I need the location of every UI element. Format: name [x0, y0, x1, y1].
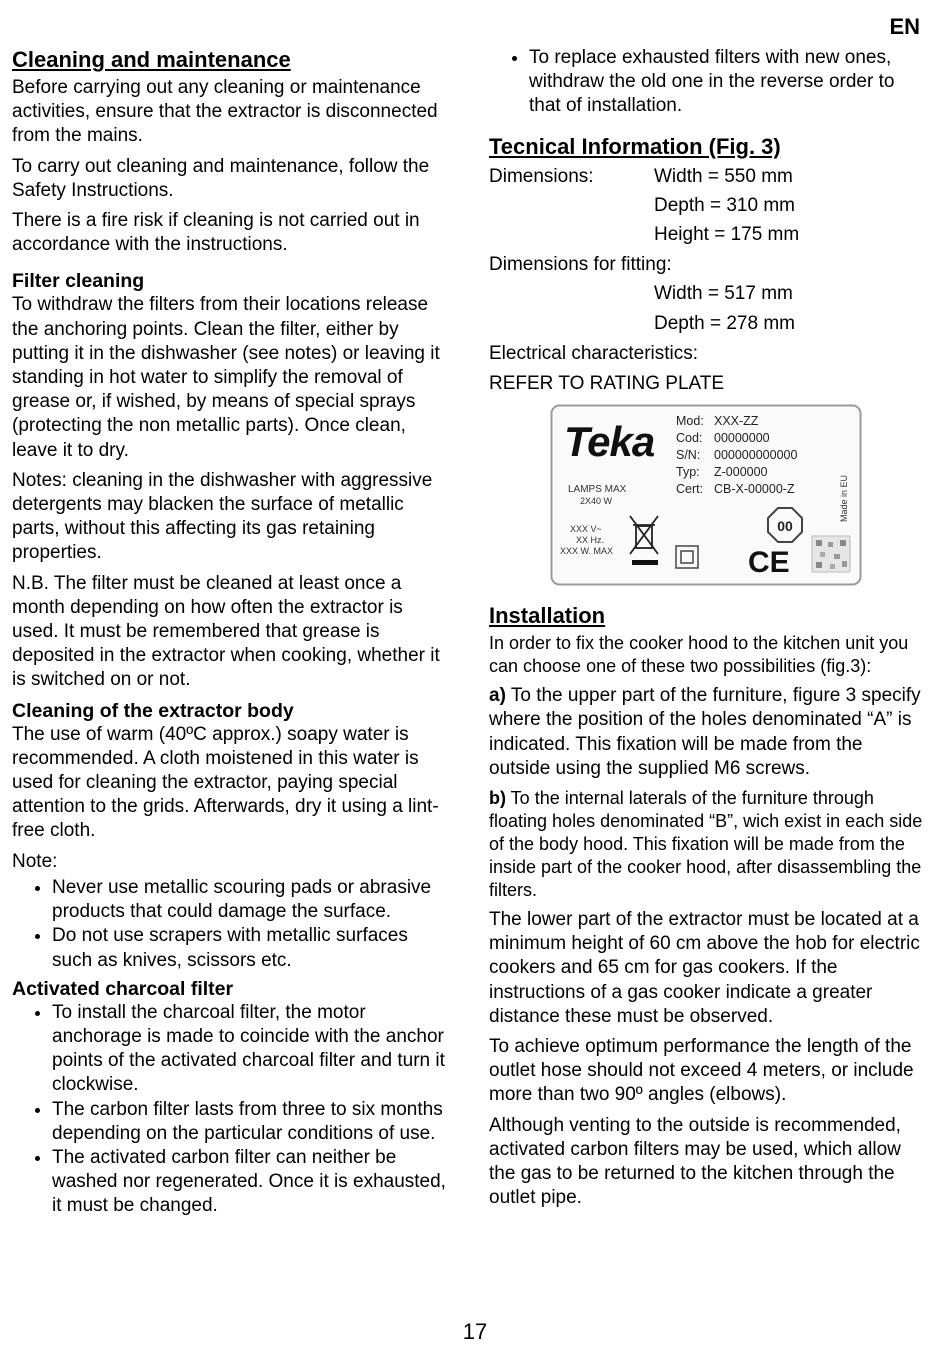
note-label: Note:: [12, 850, 58, 872]
cleaning-paragraph-2: To carry out cleaning and maintenance, follow the Safety Instructions.: [12, 155, 430, 201]
charcoal-item: • The activated carbon filter can neither be washed nor regenerated. Once it is exhausted, it must be changed.: [52, 1146, 452, 1219]
left-column: [12, 46, 452, 1223]
plate-sn: 000000000000: [714, 448, 798, 463]
plate-cert: CB-X-00000-Z: [714, 482, 795, 497]
plate-cod-label: Cod:: [676, 431, 703, 446]
cleaning-title: Cleaning and maintenance: [12, 47, 291, 72]
installation-optimum: To achieve optimum performance the length of the outlet hose should not exceed 4 meters, or include more than two 90º angles (elbows).: [489, 1036, 914, 1106]
electrical-label: Electrical characteristics:: [489, 342, 699, 364]
cleaning-paragraph-3: There is a fire risk if cleaning is not carried out in accordance with the instructions.: [12, 210, 420, 256]
installation-venting: Although venting to the outside is recommended, activated carbon filters may be used, which allow the gas to be returned to the kitchen through the outlet pipe.: [489, 1114, 901, 1209]
plate-made-in: Made in EU: [839, 475, 849, 523]
charcoal-filter-heading: Activated charcoal filter: [12, 977, 234, 1000]
dimensions-table: [489, 165, 929, 248]
fitting-depth: Depth = 278 mm: [654, 312, 795, 334]
plate-sn-label: S/N:: [676, 448, 701, 463]
plate-hz: XX Hz.: [576, 535, 605, 546]
plate-lamps: LAMPS MAX: [568, 484, 627, 496]
plate-volts: XXX V~: [570, 524, 602, 535]
qr-code-icon: [812, 536, 850, 572]
installation-option-a: [489, 684, 929, 781]
option-a-label: a): [489, 685, 506, 707]
dimension-width: Width = 550 mm: [654, 165, 793, 187]
plate-cod: 00000000: [714, 431, 770, 446]
language-label: EN: [889, 14, 920, 39]
plate-mod-label: Mod:: [676, 414, 704, 429]
option-b-text: To the internal laterals of the furniture through floating holes denominated “B”, wich exist in each side of the body hood. This fixation will be made from the inside part of the cooker hood, after disassembling the filters.: [489, 788, 923, 901]
filter-paragraph-3: N.B. The filter must be cleaned at least once a month depending on how often the extractor is used. It must be remembered that grease is deposited in the extractor when cooking, whether it is switched on or not.: [12, 572, 440, 691]
teka-logo: [564, 418, 655, 465]
refer-rating-plate: REFER TO RATING PLATE: [489, 373, 725, 395]
option-b-label: b): [489, 788, 506, 809]
fitting-table: [489, 282, 929, 335]
extractor-body-heading: Cleaning of the extractor body: [12, 699, 294, 722]
page-number: 17: [462, 1319, 488, 1344]
dimension-depth: Depth = 310 mm: [654, 194, 795, 216]
plate-watts: XXX W. MAX: [560, 546, 614, 557]
charcoal-item: • The carbon filter lasts from three to six months depending on the particular conditions of use.: [52, 1098, 452, 1146]
plate-mod: XXX-ZZ: [714, 414, 759, 429]
fitting-label: Dimensions for fitting:: [489, 254, 672, 276]
note-item: • Do not use scrapers with metallic surfaces such as knives, scissors etc.: [52, 924, 452, 972]
dimension-height: Height = 175 mm: [654, 224, 800, 246]
plate-lamps-value: 2X40 W: [580, 496, 613, 507]
option-a-text: To the upper part of the furniture, figure 3 specify where the position of the holes denominated “A” is indicated. This fixation will be made from the outside using the supplied M6 screws.: [489, 685, 921, 779]
plate-typ: Z-000000: [714, 465, 768, 480]
filter-cleaning-heading: Filter cleaning: [12, 270, 145, 293]
filter-paragraph-2: Notes: cleaning in the dishwasher with aggressive detergents may blacken the surface of metallic parts, without this affecting its gas retaining properties.: [12, 469, 433, 564]
plate-cert-label: Cert:: [676, 482, 704, 497]
replace-list: [489, 46, 929, 119]
svg-text:00: 00: [777, 518, 793, 535]
installation-intro: In order to fix the cooker hood to the kitchen unit you can choose one of these two possibilities (fig.3):: [489, 633, 909, 677]
replace-item: • To replace exhausted filters with new ones, withdraw the old one in the reverse order to that of installation.: [529, 46, 929, 119]
note-item: • Never use metallic scouring pads or abrasive products that could damage the surface.: [52, 876, 452, 924]
installation-title: Installation: [489, 603, 606, 629]
installation-lower-part: The lower part of the extractor must be located at a minimum height of 60 cm above the hob for electric cookers and 65 cm for gas cookers. If the instructions of a gas cooker indicate a greater distance these must be observed.: [489, 909, 920, 1027]
svg-text:Teka: Teka: [564, 418, 655, 466]
charcoal-list: [12, 1001, 452, 1219]
filter-paragraph-1: To withdraw the filters from their locations release the anchoring points. Clean the filter, either by putting it in the dishwasher (see notes) or leaving it standing in hot water to simplify the removal of grease or, if wished, by means of special sprays (protecting the non metallic parts). Once clean, leave it to dry.: [12, 294, 440, 461]
charcoal-item: • To install the charcoal filter, the motor anchorage is made to coincide with the anchor points of the activated charcoal filter and turn it clockwise.: [52, 1001, 452, 1098]
right-column: [489, 46, 929, 1216]
cleaning-paragraph-1: Before carrying out any cleaning or maintenance activities, ensure that the extractor is disconnected from the mains.: [12, 77, 438, 147]
note-list: [12, 876, 452, 973]
ce-mark-icon: CE: [748, 546, 790, 580]
technical-info-title: Tecnical Information (Fig. 3): [489, 133, 781, 159]
installation-option-b: [489, 787, 929, 902]
plate-typ-label: Typ:: [676, 465, 700, 480]
extractor-body-paragraph: The use of warm (40ºC approx.) soapy water is recommended. A cloth moistened in this water is used for cleaning the extractor, paying special attention to the grids. Afterwards, dry it using a lint-free cloth.: [12, 723, 439, 842]
rating-plate: [550, 404, 862, 586]
dimensions-label: Dimensions:: [489, 165, 594, 187]
fitting-width: Width = 517 mm: [654, 283, 793, 305]
weee-bar-icon: [632, 560, 658, 565]
